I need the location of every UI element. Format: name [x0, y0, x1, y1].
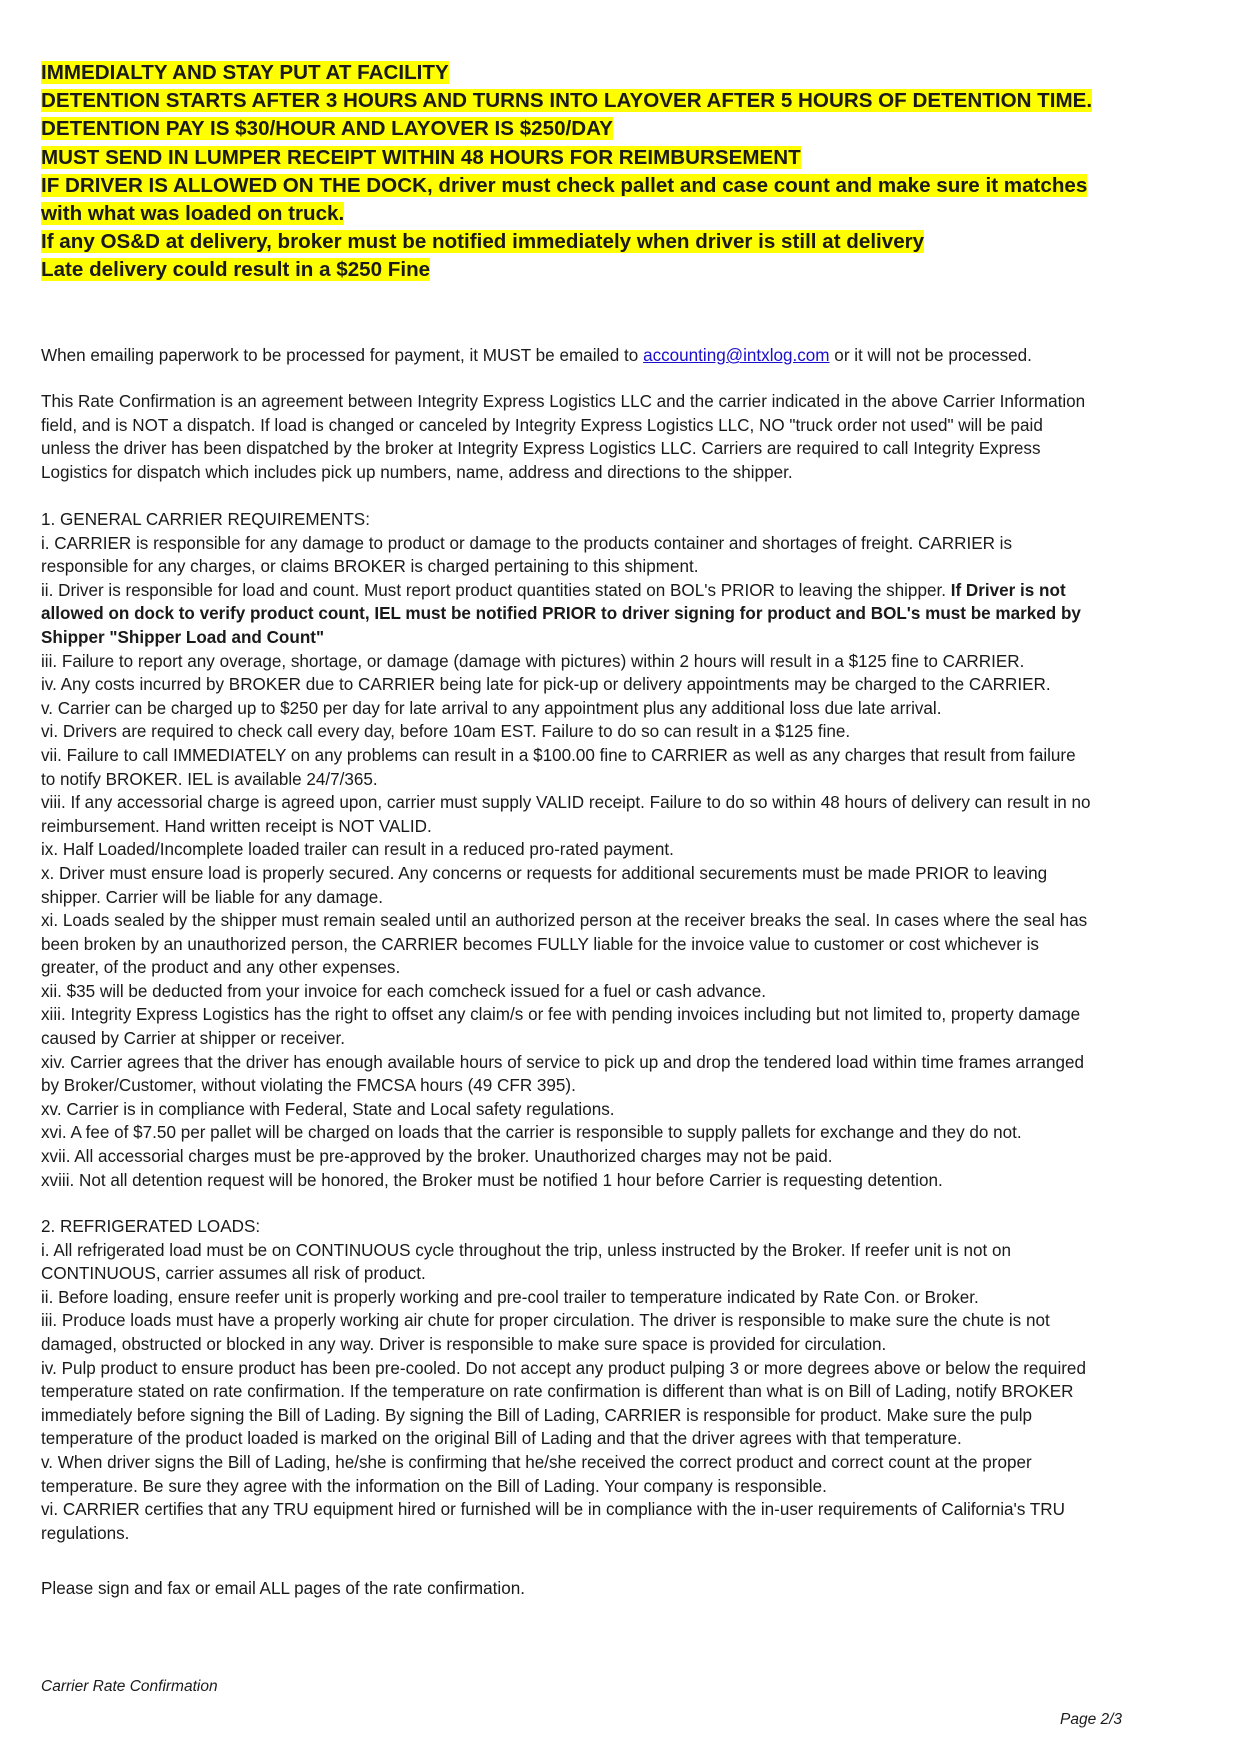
requirement-line: iv. Any costs incurred by BROKER due to CARRIER being late for pick-up or delivery appointments may be charged to the CARRIER. [41, 675, 1051, 695]
requirement-line: xvi. A fee of $7.50 per pallet will be charged on loads that the carrier is responsible to supply pallets for exchange and they do not. [41, 1123, 1022, 1143]
requirement-line: xvii. All accessorial charges must be pre-approved by the broker. Unauthorized charges may not be paid. [41, 1147, 833, 1167]
requirement-line: vi. Drivers are required to check call every day, before 10am EST. Failure to do so can result in a $125 fine. [41, 722, 851, 742]
requirement-line: x. Driver must ensure load is properly secured. Any concerns or requests for additional securements must be made PRIOR to leaving [41, 863, 1048, 883]
requirement-line: xiii. Integrity Express Logistics has the right to offset any claim/s or fee with pending invoices including but not limited to, property damage [41, 1005, 1081, 1025]
requirement-line: damaged, obstructed or blocked in any way. Driver is responsible to make sure space is provided for circulation. [41, 1334, 887, 1354]
requirement-line: allowed on dock to verify product count, IEL must be notified PRIOR to driver signing for product and BOL's must be marked by [41, 604, 1081, 624]
requirement-line: xiv. Carrier agrees that the driver has enough available hours of service to pick up and drop the tendered load within time frames arranged [41, 1052, 1084, 1072]
requirement-line: iii. Failure to report any overage, shortage, or damage (damage with pictures) within 2 hours will result in a $125 fine to CARRIER. [41, 651, 1025, 671]
requirement-line: caused by Carrier at shipper or receiver. [41, 1029, 346, 1049]
requirement-line: to notify BROKER. IEL is available 24/7/365. [41, 769, 378, 789]
requirement-line: greater, of the product and any other expenses. [41, 958, 401, 978]
requirement-line: regulations. [41, 1523, 130, 1543]
requirement-line: ii. Before loading, ensure reefer unit is properly working and pre-cool trailer to temperature indicated by Rate Con. or Broker. [41, 1287, 979, 1307]
requirement-line: viii. If any accessorial charge is agreed upon, carrier must supply VALID receipt. Failure to do so within 48 hours of delivery can result in no [41, 793, 1091, 813]
requirement-line: reimbursement. Hand written receipt is NOT VALID. [41, 816, 432, 836]
highlighted-notices [41, 59, 1211, 285]
notice-line: DETENTION STARTS AFTER 3 HOURS AND TURNS INTO LAYOVER AFTER 5 HOURS OF DETENTION TIME. [41, 89, 1093, 113]
requirement-line: Shipper "Shipper Load and Count" [41, 627, 325, 647]
requirement-line: CONTINUOUS, carrier assumes all risk of product. [41, 1264, 426, 1284]
requirement-line: responsible for any charges, or claims BROKER is charged pertaining to this shipment. [41, 557, 699, 577]
requirement-line: temperature of the product loaded is marked on the original Bill of Lading and that the driver agrees with that temperature. [41, 1429, 962, 1449]
notice-line: IF DRIVER IS ALLOWED ON THE DOCK, driver must check pallet and case count and make sure it matches [41, 173, 1088, 197]
accounting-email-link[interactable]: accounting@intxlog.com [643, 346, 830, 365]
notice-line: with what was loaded on truck. [41, 202, 345, 226]
requirement-line: iii. Produce loads must have a properly working air chute for proper circulation. The driver is responsible to make sure the chute is not [41, 1311, 1050, 1331]
footer-page-number: Page 2/3 [1060, 1711, 1123, 1728]
requirement-line: xviii. Not all detention request will be honored, the Broker must be notified 1 hour before Carrier is requesting detention. [41, 1170, 943, 1190]
requirement-line: immediately before signing the Bill of Lading. By signing the Bill of Lading, CARRIER is responsible for product. Make sure the pulp [41, 1405, 1033, 1425]
requirement-line: been broken by an unauthorized person, the CARRIER becomes FULLY liable for the invoice value to customer or cost whichever is [41, 934, 1039, 954]
requirement-line: ix. Half Loaded/Incomplete loaded trailer can result in a reduced pro-rated payment. [41, 840, 674, 860]
section-title: 2. REFRIGERATED LOADS: [41, 1217, 261, 1236]
requirement-line: ii. Driver is responsible for load and count. Must report product quantities stated on BOL's PRIOR to leaving the shipper. If Driver is not [41, 580, 1066, 600]
notice-line: If any OS&D at delivery, broker must be notified immediately when driver is still at delivery [41, 230, 925, 254]
intro-line: unless the driver has been dispatched by the broker at Integrity Express Logistics LLC. Carriers are required to call Integrity Express [41, 439, 1041, 459]
requirement-line: vi. CARRIER certifies that any TRU equipment hired or furnished will be in compliance with the in-user requirements of California's TRU [41, 1500, 1065, 1520]
requirement-line: i. All refrigerated load must be on CONTINUOUS cycle throughout the trip, unless instructed by the Broker. If reefer unit is not on [41, 1240, 1012, 1260]
intro-line: field, and is NOT a dispatch. If load is changed or canceled by Integrity Express Logistics LLC, NO "truck order not used" will be paid [41, 415, 1043, 435]
requirement-line: v. Carrier can be charged up to $250 per day for late arrival to any appointment plus any additional loss due late arrival. [41, 698, 942, 718]
requirement-line: iv. Pulp product to ensure product has been pre-cooled. Do not accept any product pulping 3 or more degrees above or below the required [41, 1358, 1086, 1378]
general-carrier-requirements [41, 508, 1206, 1192]
requirement-line: shipper. Carrier will be liable for any damage. [41, 887, 384, 907]
requirement-line: by Broker/Customer, without violating the FMCSA hours (49 CFR 395). [41, 1076, 576, 1096]
requirement-line: v. When driver signs the Bill of Lading, he/she is confirming that he/she received the correct product and correct count at the proper [41, 1452, 1032, 1472]
requirement-line: i. CARRIER is responsible for any damage to product or damage to the products container and shortages of freight. CARRIER is [41, 533, 1013, 553]
email-notice: When emailing paperwork to be processed for payment, it MUST be emailed to accounting@intxlog.com or it will not be processed. [41, 346, 1032, 365]
notice-line: DETENTION PAY IS $30/HOUR AND LAYOVER IS $250/DAY [41, 117, 613, 141]
section-title: 1. GENERAL CARRIER REQUIREMENTS: [41, 510, 370, 529]
requirement-line: xii. $35 will be deducted from your invoice for each comcheck issued for a fuel or cash advance. [41, 981, 766, 1001]
requirement-line: xi. Loads sealed by the shipper must remain sealed until an authorized person at the receiver breaks the seal. In cases where the seal has [41, 911, 1088, 931]
intro-line: Logistics for dispatch which includes pick up numbers, name, address and directions to the shipper. [41, 462, 793, 482]
intro-line: This Rate Confirmation is an agreement between Integrity Express Logistics LLC and the carrier indicated in the above Carrier Information [41, 392, 1086, 411]
requirement-line: temperature stated on rate confirmation. If the temperature on rate confirmation is different than what is on Bill of Lading, notify BROKER [41, 1382, 1074, 1402]
footer-document-name: Carrier Rate Confirmation [41, 1678, 218, 1695]
refrigerated-loads [41, 1215, 1206, 1545]
requirement-line: temperature. Be sure they agree with the information on the Bill of Lading. Your company is responsible. [41, 1476, 827, 1496]
notice-line: IMMEDIALTY AND STAY PUT AT FACILITY [41, 61, 449, 84]
notice-line: MUST SEND IN LUMPER RECEIPT WITHIN 48 HOURS FOR REIMBURSEMENT [41, 145, 801, 169]
agreement-intro [41, 390, 1206, 484]
requirement-line: vii. Failure to call IMMEDIATELY on any problems can result in a $100.00 fine to CARRIER as well as any charges that result from failure [41, 745, 1076, 765]
notice-line: Late delivery could result in a $250 Fine [41, 258, 431, 282]
closing-instruction: Please sign and fax or email ALL pages of the rate confirmation. [41, 1579, 525, 1598]
requirement-line: xv. Carrier is in compliance with Federal, State and Local safety regulations. [41, 1099, 615, 1119]
